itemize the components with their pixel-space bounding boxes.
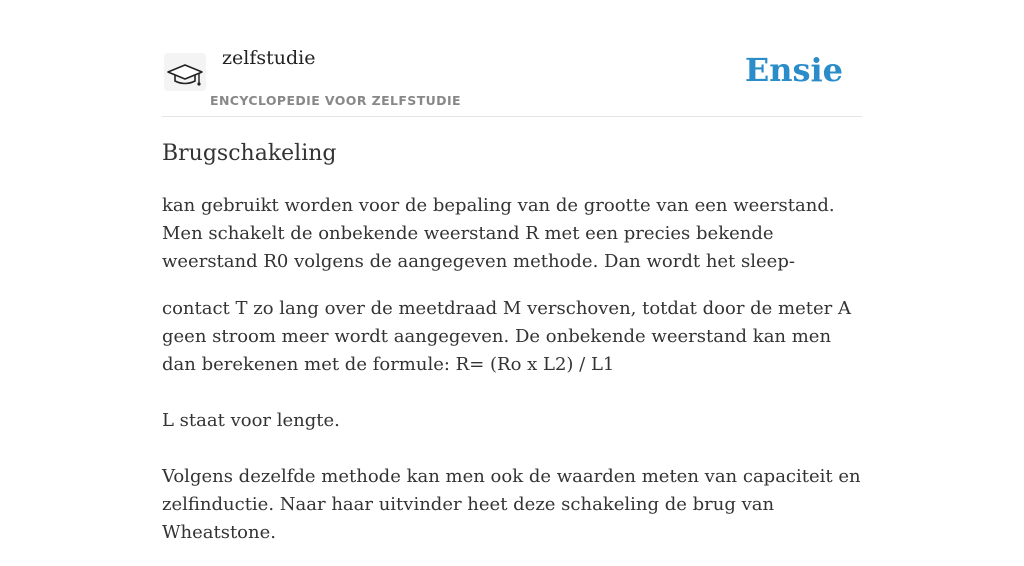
main-container bbox=[162, 0, 862, 543]
site-header bbox=[162, 0, 862, 117]
graduation-cap-icon[interactable] bbox=[164, 53, 206, 91]
ensie-logo-link[interactable]: Ensie bbox=[744, 51, 843, 89]
site-tagline: ENCYCLOPEDIE VOOR ZELFSTUDIE bbox=[210, 93, 461, 108]
article-paragraph: Volgens dezelfde methode kan men ook de waarden meten van capaciteit en zelfinductie. Naar haar uitvinder heet deze schakeling de brug van Wheatstone. bbox=[162, 466, 861, 543]
article-body bbox=[162, 192, 862, 566]
article-paragraph: L staat voor lengte. bbox=[162, 410, 340, 431]
article-paragraph: contact T zo lang over de meetdraad M verschoven, totdat door de meter A geen stroom meer wordt aangegeven. De onbekende weerstand kan men dan berekenen met de formule: R= (Ro x L2) / L1 bbox=[162, 298, 851, 375]
page-title: Brugschakeling bbox=[162, 141, 337, 166]
article-paragraph: kan gebruikt worden voor de bepaling van de grootte van een weerstand. Men schakelt de onbekende weerstand R met een precies bekende weerstand R0 volgens de aangegeven methode. Dan wordt het sleep- bbox=[162, 195, 835, 272]
site-name[interactable]: zelfstudie bbox=[222, 47, 316, 69]
